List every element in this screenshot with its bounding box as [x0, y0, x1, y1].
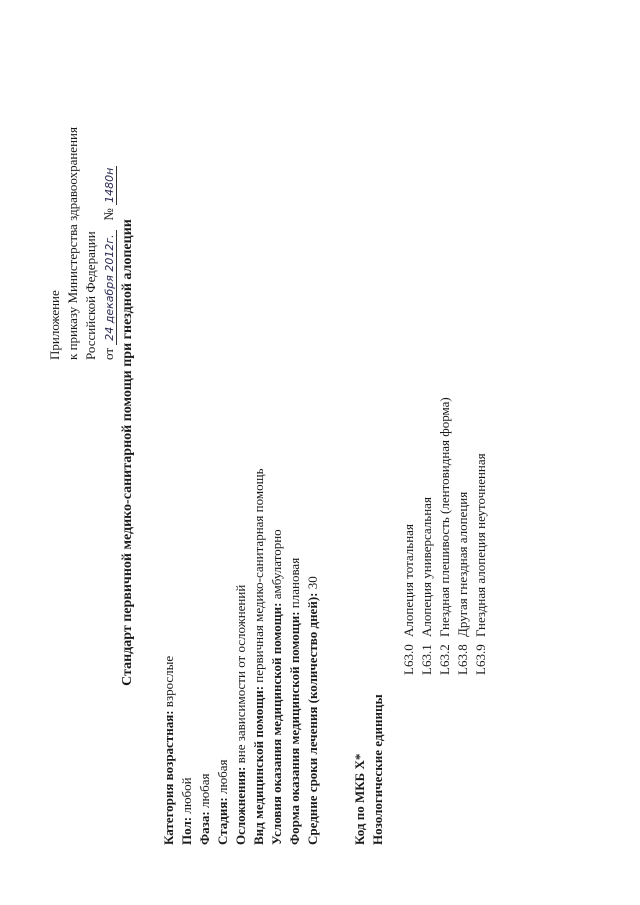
- param-treatment-duration: Средние сроки лечения (количество дней): 30: [305, 576, 320, 845]
- appendix-line-3: Российской Федерации: [83, 231, 98, 360]
- param-stage: Стадия: любая: [215, 759, 230, 845]
- param-care-form: Форма оказания медицинской помощи: плановая: [287, 557, 302, 845]
- handwritten-number: 1480н: [103, 167, 116, 203]
- mkb-code-label: Код по МКБ X*: [352, 753, 367, 845]
- date-prefix: от: [101, 347, 116, 360]
- appendix-date-line: [100, 166, 117, 360]
- mkb-item-l63-1: L63.1Алопеция универсальная: [419, 497, 434, 675]
- mkb-item-l63-0: L63.0Алопеция тотальная: [401, 524, 416, 675]
- mkb-item-l63-2: L63.2Гнездная плешивость (лентовидная форма): [437, 397, 452, 675]
- param-care-type: Вид медицинской помощи: первичная медико-санитарная помощь: [251, 468, 266, 845]
- param-age-category: Категория возрастная: взрослые: [161, 655, 176, 845]
- appendix-line-1: Приложение: [47, 290, 62, 360]
- mkb-item-l63-9: L63.9Гнездная алопеция неуточненная: [473, 453, 488, 675]
- nosological-units-label: Нозологические единицы: [370, 694, 385, 845]
- param-sex: Пол: любой: [179, 777, 194, 845]
- number-label: №: [101, 208, 116, 221]
- handwritten-date: 24 декабря 2012г.: [103, 230, 117, 344]
- param-phase: Фаза: любая: [197, 773, 212, 845]
- appendix-line-2: к приказу Министерства здравоохранения: [65, 127, 80, 360]
- param-care-conditions: Условия оказания медицинской помощи: амбулаторно: [269, 529, 284, 845]
- param-complications: Осложнения: вне зависимости от осложнений: [233, 584, 248, 845]
- mkb-item-l63-8: L63.8Другая гнездная алопеция: [455, 491, 470, 675]
- document-title: Стандарт первичной медико-санитарной помощи при гнездной алопеции: [120, 219, 135, 686]
